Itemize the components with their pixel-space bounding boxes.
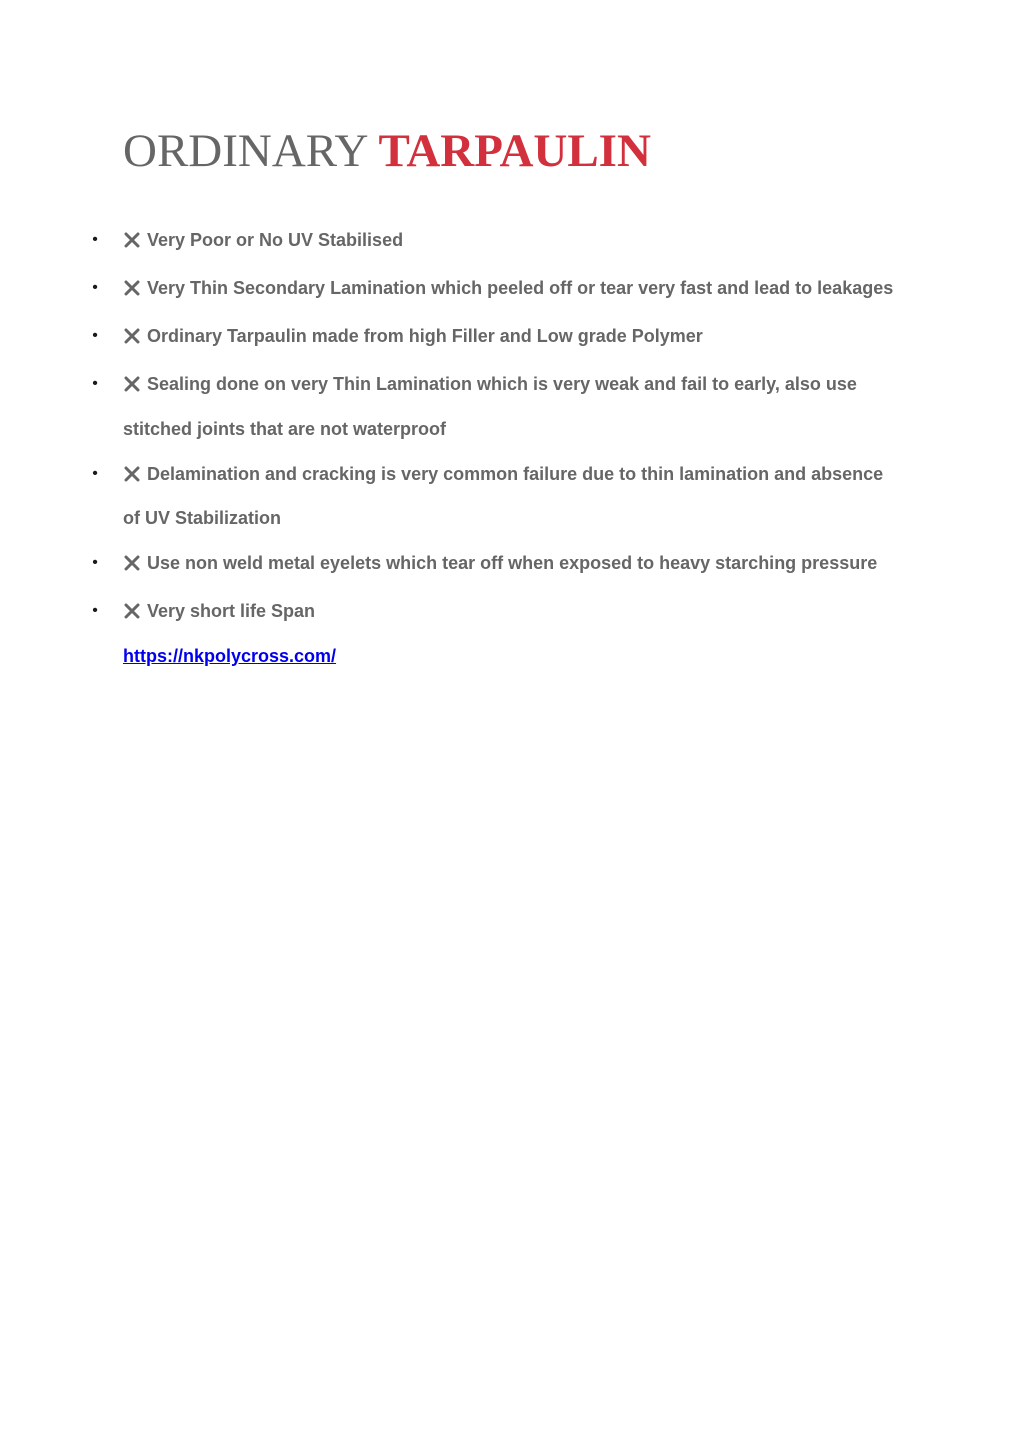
bullet-text: Sealing done on very Thin Lamination which is very weak and fail to early, also use (147, 374, 857, 394)
website-link[interactable]: https://nkpolycross.com/ (123, 646, 337, 666)
x-mark-icon (123, 231, 141, 249)
bullet-text: Very short life Span (147, 601, 316, 621)
x-mark-icon (123, 279, 141, 297)
x-mark-icon (123, 554, 141, 572)
bullet-text-line (123, 374, 857, 394)
bullet-dot: • (92, 375, 98, 392)
page-title (123, 124, 651, 178)
title-plain: ORDINARY (123, 125, 367, 177)
bullet-text-line (123, 601, 315, 621)
bullet-text: Ordinary Tarpaulin made from high Filler and Low grade Polymer (147, 326, 703, 346)
x-mark-icon (123, 465, 141, 483)
bullet-dot: • (92, 231, 98, 248)
bullet-text: Very Poor or No UV Stabilised (147, 230, 404, 250)
bullet-text-continuation: stitched joints that are not waterproof (123, 419, 447, 439)
bullet-dot: • (92, 279, 98, 296)
bullet-dot: • (92, 554, 98, 571)
bullet-text-line (123, 278, 893, 298)
bullet-text: Very Thin Secondary Lamination which peeled off or tear very fast and lead to leakages (147, 278, 894, 298)
bullet-dot: • (92, 327, 98, 344)
bullet-text-line (123, 464, 883, 484)
bullet-text-line (123, 326, 703, 346)
bullet-text: Delamination and cracking is very common failure due to thin lamination and absence (147, 464, 884, 484)
x-mark-icon (123, 375, 141, 393)
x-mark-icon (123, 327, 141, 345)
bullet-dot: • (92, 465, 98, 482)
x-mark-icon (123, 602, 141, 620)
bullet-text: Use non weld metal eyelets which tear off when exposed to heavy starching pressure (147, 553, 878, 573)
bullet-text-line (123, 230, 403, 250)
bullet-dot: • (92, 602, 98, 619)
bullet-text-line (123, 553, 877, 573)
title-accent: TARPAULIN (378, 125, 651, 177)
bullet-text-continuation: of UV Stabilization (123, 508, 282, 528)
